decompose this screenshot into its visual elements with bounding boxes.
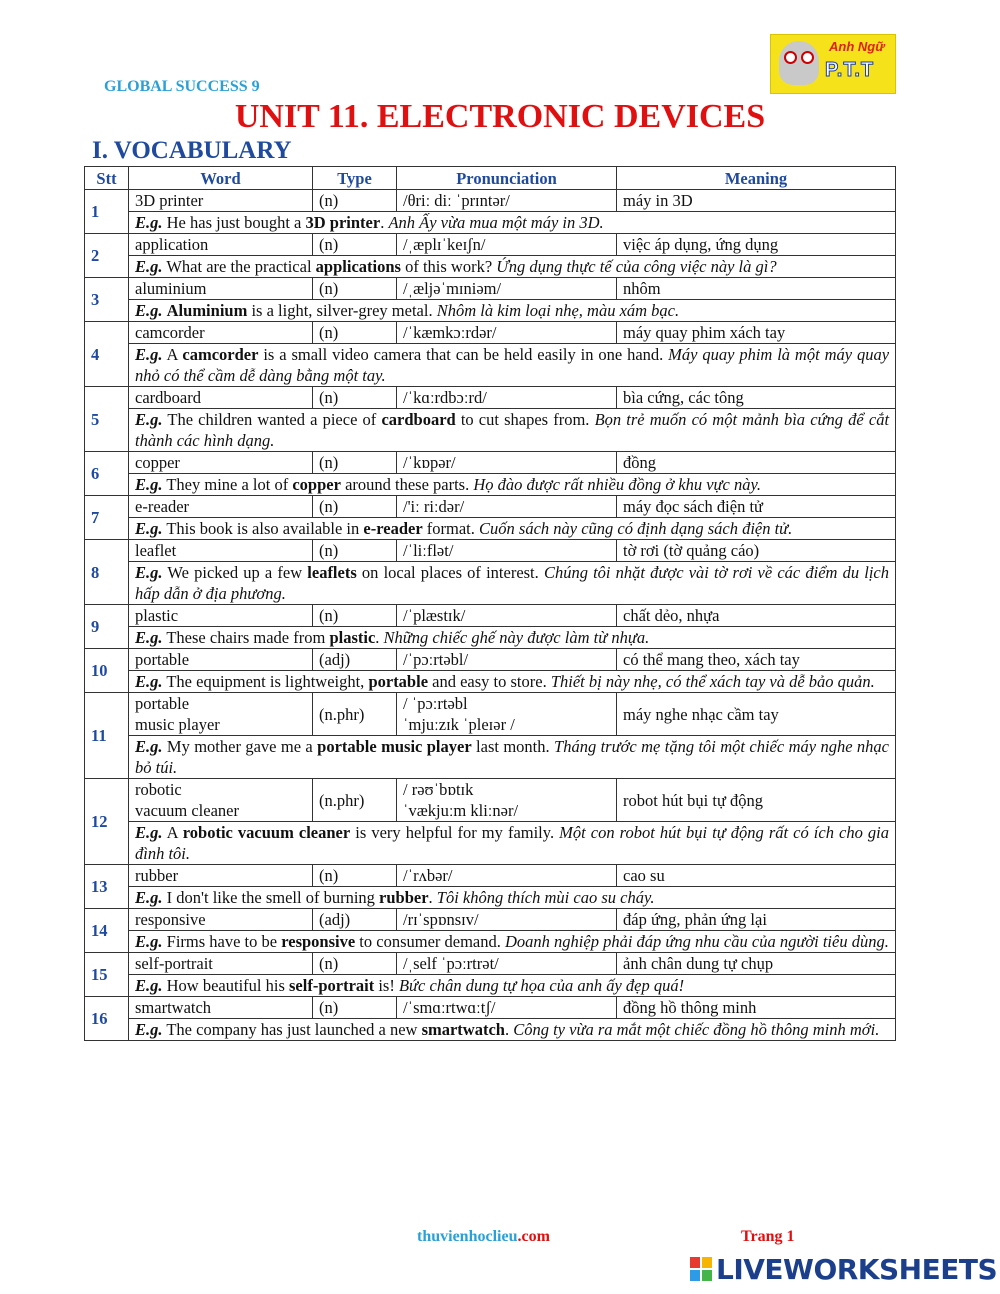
page-title: UNIT 11. ELECTRONIC DEVICES bbox=[234, 98, 766, 135]
meaning-cell: cao su bbox=[617, 865, 896, 887]
example-keyword: responsive bbox=[281, 932, 356, 951]
example-row bbox=[85, 822, 896, 865]
word-line: self-portrait bbox=[135, 954, 213, 973]
example-keyword: plastic bbox=[329, 628, 376, 647]
example-translation: Công ty vừa ra mắt một chiếc đồng hồ thông minh mới. bbox=[513, 1020, 880, 1039]
meaning-cell: ảnh chân dung tự chụp bbox=[617, 953, 896, 975]
example-prefix: E.g. bbox=[135, 519, 163, 538]
row-number: 3 bbox=[85, 278, 129, 322]
example-cell bbox=[129, 344, 896, 387]
meaning-cell: robot hút bụi tự động bbox=[617, 779, 896, 822]
column-header-word: Word bbox=[129, 167, 313, 190]
example-translation: Anh Ấy vừa mua một máy in 3D. bbox=[388, 213, 604, 232]
type-cell: (n) bbox=[313, 605, 397, 627]
word-cell bbox=[129, 779, 313, 822]
row-number: 12 bbox=[85, 779, 129, 865]
center-logo bbox=[770, 34, 896, 94]
word-line: cardboard bbox=[135, 388, 201, 407]
pronunciation-line: /rɪˈspɒnsɪv/ bbox=[403, 910, 479, 929]
page-number: Trang 1 bbox=[741, 1228, 795, 1245]
example-prefix-wrap bbox=[135, 888, 163, 907]
example-text-after: is a small video camera that can be held easily in one hand. bbox=[263, 345, 664, 364]
word-line: aluminium bbox=[135, 279, 207, 298]
example-text-before: A bbox=[166, 823, 178, 842]
pronunciation-cell bbox=[397, 779, 617, 822]
example-prefix: E.g. bbox=[135, 976, 163, 995]
row-number: 10 bbox=[85, 649, 129, 693]
example-row bbox=[85, 344, 896, 387]
example-text-after: . bbox=[380, 213, 385, 232]
example-translation: Thiết bị này nhẹ, có thể xách tay và dễ bảo quản. bbox=[550, 672, 875, 691]
word-line: smartwatch bbox=[135, 998, 212, 1017]
example-cell bbox=[129, 300, 896, 322]
word-line: portable bbox=[135, 694, 190, 713]
example-text-before: My mother gave me a bbox=[166, 737, 313, 756]
example-prefix: E.g. bbox=[135, 301, 163, 320]
pronunciation-line: /ˈpɔːrtəbl/ bbox=[403, 650, 469, 669]
pronunciation-cell bbox=[397, 909, 617, 931]
word-line: rubber bbox=[135, 866, 179, 885]
word-cell bbox=[129, 234, 313, 256]
example-translation: Bọn trẻ muốn có một mảnh bìa cứng để cắt thành các hình dạng. bbox=[135, 410, 890, 450]
example-prefix: E.g. bbox=[135, 213, 163, 232]
meaning-cell: đồng bbox=[617, 452, 896, 474]
example-translation: Những chiếc ghế này được làm từ nhựa. bbox=[383, 628, 650, 647]
pronunciation-cell bbox=[397, 496, 617, 518]
example-prefix-wrap bbox=[135, 563, 163, 582]
pronunciation-cell bbox=[397, 322, 617, 344]
example-cell bbox=[129, 256, 896, 278]
footer-site-name: thuvienhoclieu bbox=[417, 1228, 518, 1245]
example-row bbox=[85, 887, 896, 909]
meaning-cell: chất dẻo, nhựa bbox=[617, 605, 896, 627]
example-cell bbox=[129, 212, 896, 234]
example-keyword: cardboard bbox=[381, 410, 456, 429]
example-text-after: . bbox=[428, 888, 433, 907]
example-row bbox=[85, 474, 896, 496]
word-line: vacuum cleaner bbox=[135, 801, 239, 820]
example-prefix-wrap bbox=[135, 475, 163, 494]
pronunciation-line: /ˈplæstɪk/ bbox=[403, 606, 466, 625]
example-row bbox=[85, 1019, 896, 1041]
example-text-after: to consumer demand. bbox=[359, 932, 501, 951]
row-number: 1 bbox=[85, 190, 129, 234]
example-prefix: E.g. bbox=[135, 888, 163, 907]
word-line: plastic bbox=[135, 606, 179, 625]
word-cell bbox=[129, 865, 313, 887]
example-text-before: They mine a lot of bbox=[166, 475, 289, 494]
pronunciation-line: /ˈliːflət/ bbox=[403, 541, 454, 560]
table-row bbox=[85, 278, 896, 300]
example-text-before: This book is also available in bbox=[166, 519, 360, 538]
example-translation: Một con robot hút bụi tự động rất có ích cho gia đình tôi. bbox=[135, 823, 889, 863]
table-row bbox=[85, 452, 896, 474]
example-translation: Tôi không thích mùi cao su cháy. bbox=[436, 888, 655, 907]
example-row bbox=[85, 518, 896, 540]
liveworksheets-brand bbox=[690, 1252, 997, 1286]
type-cell: (n.phr) bbox=[313, 693, 397, 736]
example-row bbox=[85, 409, 896, 452]
table-row bbox=[85, 779, 896, 822]
word-cell bbox=[129, 953, 313, 975]
meaning-cell: tờ rơi (tờ quảng cáo) bbox=[617, 540, 896, 562]
example-cell bbox=[129, 562, 896, 605]
logo-top-text: Anh Ngữ bbox=[829, 39, 885, 54]
series-label: GLOBAL SUCCESS 9 bbox=[104, 78, 260, 95]
row-number: 5 bbox=[85, 387, 129, 452]
pronunciation-line: ˈmjuːzɪk ˈpleɪər / bbox=[403, 715, 515, 734]
type-cell: (n.phr) bbox=[313, 779, 397, 822]
table-row bbox=[85, 865, 896, 887]
example-text-before: The children wanted a piece of bbox=[167, 410, 377, 429]
meaning-cell: máy nghe nhạc cầm tay bbox=[617, 693, 896, 736]
example-cell bbox=[129, 975, 896, 997]
example-text-before: Firms have to be bbox=[166, 932, 278, 951]
footer-site-domain: .com bbox=[517, 1228, 550, 1245]
pronunciation-cell bbox=[397, 452, 617, 474]
example-cell bbox=[129, 1019, 896, 1041]
row-number: 16 bbox=[85, 997, 129, 1041]
row-number: 13 bbox=[85, 865, 129, 909]
table-row bbox=[85, 540, 896, 562]
word-cell bbox=[129, 649, 313, 671]
pronunciation-cell bbox=[397, 649, 617, 671]
example-cell bbox=[129, 822, 896, 865]
example-text-after: is very helpful for my family. bbox=[355, 823, 555, 842]
meaning-cell: máy in 3D bbox=[617, 190, 896, 212]
footer-site[interactable] bbox=[417, 1228, 550, 1246]
example-prefix-wrap bbox=[135, 410, 163, 429]
example-translation: Cuốn sách này cũng có định dạng sách điện tử. bbox=[479, 519, 793, 538]
example-text-after: is! bbox=[378, 976, 395, 995]
example-text-before: We picked up a few bbox=[167, 563, 303, 582]
word-line: music player bbox=[135, 715, 220, 734]
word-line: copper bbox=[135, 453, 180, 472]
example-text-after: around these parts. bbox=[345, 475, 470, 494]
word-cell bbox=[129, 322, 313, 344]
type-cell: (n) bbox=[313, 953, 397, 975]
word-cell bbox=[129, 540, 313, 562]
example-keyword: camcorder bbox=[182, 345, 259, 364]
example-cell bbox=[129, 409, 896, 452]
example-cell bbox=[129, 474, 896, 496]
example-keyword: portable music player bbox=[317, 737, 472, 756]
example-prefix-wrap bbox=[135, 628, 163, 647]
brand-text: LIVEWORKSHEETS bbox=[716, 1252, 998, 1286]
pronunciation-line: /ˈsmɑːrtwɑːtʃ/ bbox=[403, 998, 496, 1017]
word-cell bbox=[129, 190, 313, 212]
example-row bbox=[85, 736, 896, 779]
meaning-cell: bìa cứng, các tông bbox=[617, 387, 896, 409]
meaning-cell: có thể mang theo, xách tay bbox=[617, 649, 896, 671]
pronunciation-line: /ˈkɒpər/ bbox=[403, 453, 456, 472]
table-row bbox=[85, 496, 896, 518]
example-text-after: to cut shapes from. bbox=[460, 410, 590, 429]
column-header-pronunciation: Pronunciation bbox=[397, 167, 617, 190]
word-line: e-reader bbox=[135, 497, 190, 516]
example-prefix-wrap bbox=[135, 257, 163, 276]
pronunciation-line: /θriː diː ˈprɪntər/ bbox=[403, 191, 510, 210]
row-number: 9 bbox=[85, 605, 129, 649]
type-cell: (n) bbox=[313, 234, 397, 256]
word-cell bbox=[129, 909, 313, 931]
example-prefix: E.g. bbox=[135, 475, 163, 494]
example-text-before: A bbox=[166, 345, 178, 364]
table-row bbox=[85, 322, 896, 344]
pronunciation-cell bbox=[397, 278, 617, 300]
pronunciation-cell bbox=[397, 605, 617, 627]
word-line: responsive bbox=[135, 910, 206, 929]
example-text-after: format. bbox=[426, 519, 475, 538]
word-line: application bbox=[135, 235, 209, 254]
example-keyword: applications bbox=[315, 257, 401, 276]
example-translation: Doanh nghiệp phải đáp ứng nhu cầu của người tiêu dùng. bbox=[505, 932, 889, 951]
row-number: 2 bbox=[85, 234, 129, 278]
type-cell: (n) bbox=[313, 540, 397, 562]
pronunciation-line: / ˈpɔːrtəbl bbox=[403, 694, 468, 713]
pronunciation-cell bbox=[397, 693, 617, 736]
example-row bbox=[85, 562, 896, 605]
row-number: 7 bbox=[85, 496, 129, 540]
pronunciation-line: /ˈrʌbər/ bbox=[403, 866, 453, 885]
type-cell: (n) bbox=[313, 997, 397, 1019]
type-cell: (n) bbox=[313, 278, 397, 300]
table-row bbox=[85, 190, 896, 212]
example-prefix: E.g. bbox=[135, 1020, 163, 1039]
example-text-before: I don't like the smell of burning bbox=[166, 888, 375, 907]
example-translation: Tháng trước mẹ tặng tôi một chiếc máy nghe nhạc bỏ túi. bbox=[135, 737, 889, 777]
example-translation: Máy quay phim là một máy quay nhỏ có thể cầm dễ dàng bằng một tay. bbox=[135, 345, 890, 385]
example-keyword: e-reader bbox=[363, 519, 423, 538]
example-keyword: leaflets bbox=[307, 563, 357, 582]
pronunciation-cell bbox=[397, 997, 617, 1019]
word-cell bbox=[129, 997, 313, 1019]
example-row bbox=[85, 256, 896, 278]
example-keyword: Aluminium bbox=[166, 301, 248, 320]
example-prefix: E.g. bbox=[135, 737, 163, 756]
example-cell bbox=[129, 887, 896, 909]
row-number: 8 bbox=[85, 540, 129, 605]
example-keyword: 3D printer bbox=[305, 213, 381, 232]
example-prefix-wrap bbox=[135, 345, 163, 364]
example-keyword: self-portrait bbox=[289, 976, 375, 995]
type-cell: (n) bbox=[313, 387, 397, 409]
meaning-cell: nhôm bbox=[617, 278, 896, 300]
owl-icon bbox=[779, 41, 819, 85]
pronunciation-cell bbox=[397, 953, 617, 975]
table-row bbox=[85, 234, 896, 256]
example-prefix-wrap bbox=[135, 976, 163, 995]
type-cell: (adj) bbox=[313, 649, 397, 671]
word-cell bbox=[129, 496, 313, 518]
table-row bbox=[85, 909, 896, 931]
pronunciation-line: /ˌæljəˈmɪniəm/ bbox=[403, 279, 502, 298]
table-header-row bbox=[85, 167, 896, 190]
example-prefix: E.g. bbox=[135, 257, 163, 276]
pronunciation-cell bbox=[397, 387, 617, 409]
example-text-before: How beautiful his bbox=[166, 976, 285, 995]
example-text-after: . bbox=[504, 1020, 510, 1039]
example-row bbox=[85, 627, 896, 649]
table-row bbox=[85, 605, 896, 627]
example-prefix-wrap bbox=[135, 737, 163, 756]
example-prefix-wrap bbox=[135, 823, 163, 842]
column-header-stt: Stt bbox=[85, 167, 129, 190]
pronunciation-cell bbox=[397, 865, 617, 887]
word-cell bbox=[129, 387, 313, 409]
example-text-after: . bbox=[375, 628, 380, 647]
example-prefix-wrap bbox=[135, 213, 163, 232]
word-line: leaflet bbox=[135, 541, 177, 560]
example-prefix: E.g. bbox=[135, 563, 163, 582]
example-translation: Bức chân dung tự họa của anh ấy đẹp quá! bbox=[398, 976, 685, 995]
example-text-before: The equipment is lightweight, bbox=[166, 672, 365, 691]
row-number: 15 bbox=[85, 953, 129, 997]
example-cell bbox=[129, 931, 896, 953]
type-cell: (n) bbox=[313, 452, 397, 474]
example-cell bbox=[129, 671, 896, 693]
example-keyword: rubber bbox=[379, 888, 429, 907]
example-text-before: What are the practical bbox=[166, 257, 312, 276]
example-prefix: E.g. bbox=[135, 410, 163, 429]
pronunciation-line: /ˌself ˈpɔːrtrət/ bbox=[403, 954, 499, 973]
pronunciation-line: /ˈkɑːrdbɔːrd/ bbox=[403, 388, 487, 407]
example-row bbox=[85, 300, 896, 322]
pronunciation-cell bbox=[397, 540, 617, 562]
example-text-after: last month. bbox=[476, 737, 550, 756]
word-line: 3D printer bbox=[135, 191, 204, 210]
example-prefix: E.g. bbox=[135, 628, 163, 647]
type-cell: (n) bbox=[313, 190, 397, 212]
example-prefix-wrap bbox=[135, 301, 163, 320]
example-row bbox=[85, 671, 896, 693]
meaning-cell: việc áp dụng, ứng dụng bbox=[617, 234, 896, 256]
type-cell: (n) bbox=[313, 865, 397, 887]
meaning-cell: đáp ứng, phản ứng lại bbox=[617, 909, 896, 931]
example-prefix: E.g. bbox=[135, 932, 163, 951]
word-line: camcorder bbox=[135, 323, 205, 342]
example-prefix-wrap bbox=[135, 672, 163, 691]
example-translation: Chúng tôi nhặt được vài tờ rơi về các điểm du lịch hấp dẫn ở địa phương. bbox=[135, 563, 890, 603]
pronunciation-line: /ˌæplɪˈkeɪʃn/ bbox=[403, 235, 486, 254]
example-translation: Nhôm là kim loại nhẹ, màu xám bạc. bbox=[436, 301, 680, 320]
example-translation: Họ đào được rất nhiều đồng ở khu vực này. bbox=[473, 475, 762, 494]
example-text-before: The company has just launched a new bbox=[166, 1020, 418, 1039]
meaning-cell: máy quay phim xách tay bbox=[617, 322, 896, 344]
example-cell bbox=[129, 518, 896, 540]
example-keyword: copper bbox=[292, 475, 341, 494]
example-text-before: These chairs made from bbox=[166, 628, 326, 647]
example-prefix-wrap bbox=[135, 1020, 163, 1039]
example-keyword: portable bbox=[368, 672, 429, 691]
example-keyword: robotic vacuum cleaner bbox=[182, 823, 351, 842]
section-heading: I. VOCABULARY bbox=[92, 137, 292, 164]
word-cell bbox=[129, 452, 313, 474]
row-number: 14 bbox=[85, 909, 129, 953]
pronunciation-line: / rəʊˈbɒtɪk bbox=[403, 780, 474, 799]
column-header-type: Type bbox=[313, 167, 397, 190]
pronunciation-cell bbox=[397, 190, 617, 212]
meaning-cell: đồng hồ thông minh bbox=[617, 997, 896, 1019]
example-text-after: and easy to store. bbox=[432, 672, 547, 691]
row-number: 6 bbox=[85, 452, 129, 496]
example-text-after: on local places of interest. bbox=[361, 563, 539, 582]
example-text-after: of this work? bbox=[405, 257, 493, 276]
table-row bbox=[85, 953, 896, 975]
column-header-meaning: Meaning bbox=[617, 167, 896, 190]
type-cell: (adj) bbox=[313, 909, 397, 931]
example-text-after: is a light, silver-grey metal. bbox=[251, 301, 433, 320]
example-cell bbox=[129, 736, 896, 779]
pronunciation-line: /'iː riːdər/ bbox=[403, 497, 465, 516]
example-prefix: E.g. bbox=[135, 823, 163, 842]
word-cell bbox=[129, 278, 313, 300]
pronunciation-cell bbox=[397, 234, 617, 256]
example-prefix: E.g. bbox=[135, 345, 163, 364]
example-prefix-wrap bbox=[135, 932, 163, 951]
example-translation: Ứng dụng thực tế của công việc này là gì? bbox=[496, 257, 777, 276]
type-cell: (n) bbox=[313, 496, 397, 518]
example-keyword: smartwatch bbox=[421, 1020, 505, 1039]
word-cell bbox=[129, 605, 313, 627]
table-row bbox=[85, 387, 896, 409]
logo-bottom-text: P.T.T bbox=[825, 59, 875, 81]
example-prefix-wrap bbox=[135, 519, 163, 538]
pronunciation-line: /ˈkæmkɔːrdər/ bbox=[403, 323, 497, 342]
example-prefix: E.g. bbox=[135, 672, 163, 691]
type-cell: (n) bbox=[313, 322, 397, 344]
example-row bbox=[85, 931, 896, 953]
table-row bbox=[85, 693, 896, 736]
meaning-cell: máy đọc sách điện tử bbox=[617, 496, 896, 518]
example-cell bbox=[129, 627, 896, 649]
vocabulary-table bbox=[84, 166, 896, 1041]
table-row bbox=[85, 649, 896, 671]
row-number: 11 bbox=[85, 693, 129, 779]
table-row bbox=[85, 997, 896, 1019]
row-number: 4 bbox=[85, 322, 129, 387]
word-cell bbox=[129, 693, 313, 736]
example-text-before: He has just bought a bbox=[166, 213, 302, 232]
pronunciation-line: ˈvækjuːm kliːnər/ bbox=[403, 801, 519, 820]
word-line: robotic bbox=[135, 780, 182, 799]
example-row bbox=[85, 212, 896, 234]
liveworksheets-logo-icon bbox=[690, 1257, 712, 1281]
example-row bbox=[85, 975, 896, 997]
word-line: portable bbox=[135, 650, 190, 669]
